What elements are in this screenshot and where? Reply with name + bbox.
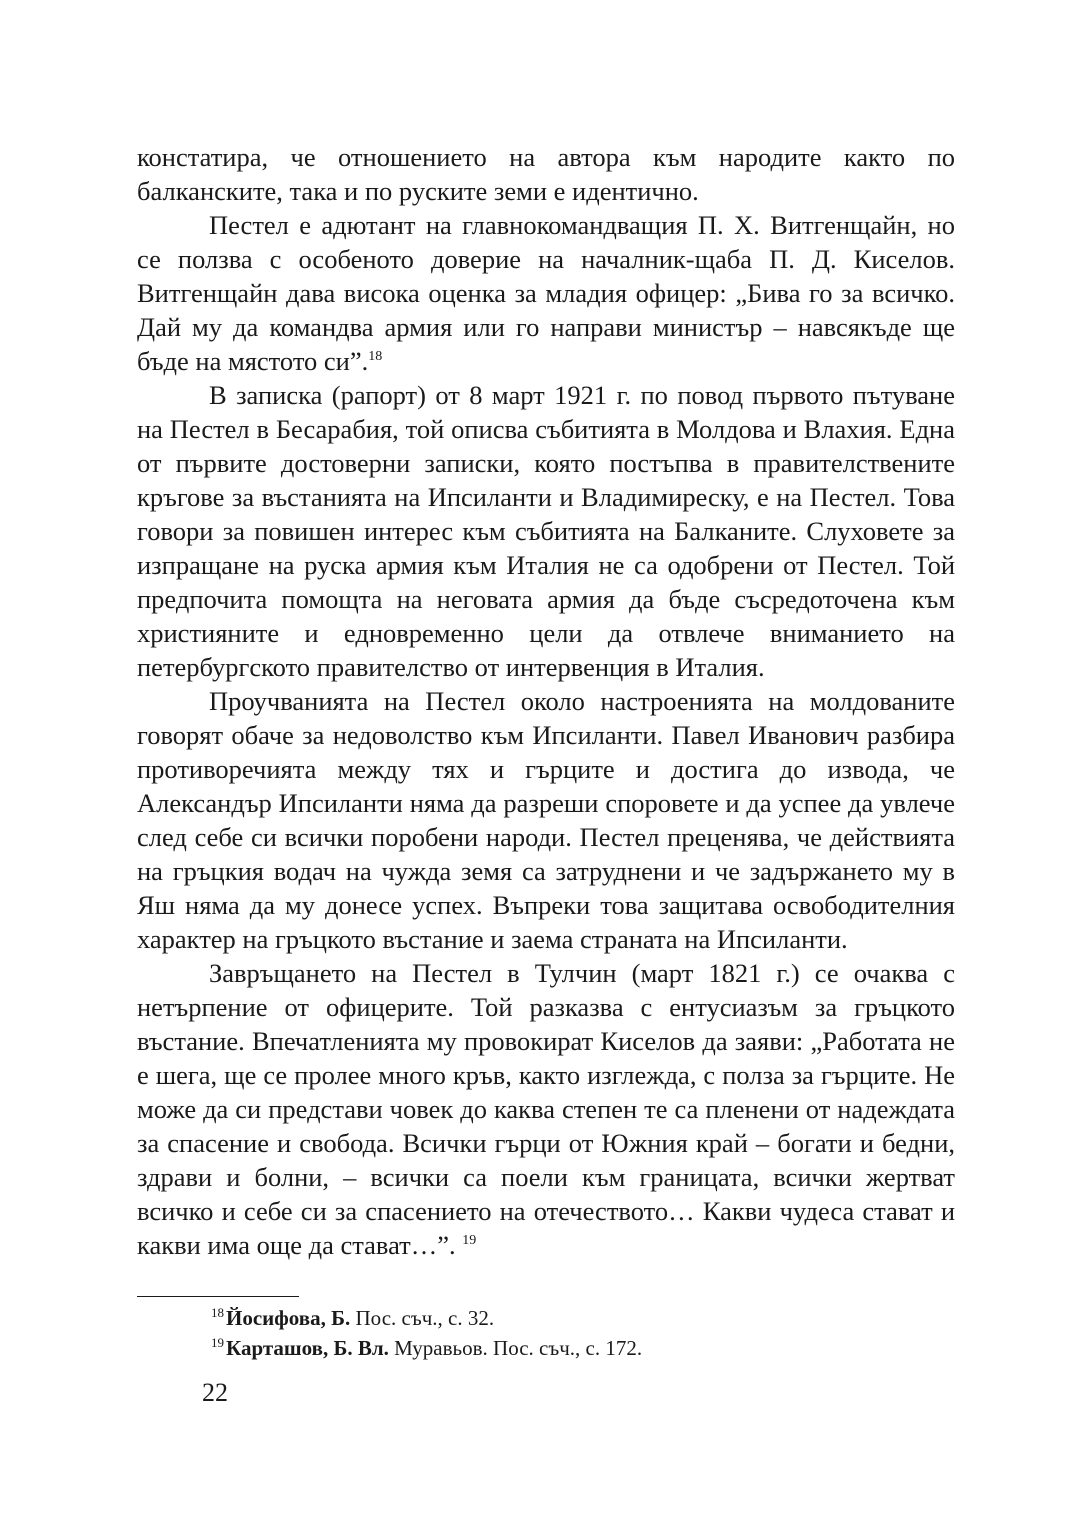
footnote-source: Пос. съч., с. 32. (350, 1306, 495, 1330)
paragraph-pestel-adjutant: Пестел е адютант на главнокомандващия П. Х. Витгенщайн, но се ползва с особеното доверие на началник-щаба П. Д. Киселов. Витгенщайн дава висока оценка за младия офицер: „Бива го за всичко. Дай му да командва армия или го направи министър – навсякъде ще бъде на мястото си”.$^{18}$ (137, 210, 955, 376)
footnote-author: Карташов, Б. Вл. (226, 1336, 389, 1360)
footnote-number: 19 (211, 1335, 224, 1350)
footnote-source: Муравьов. Пос. съч., с. 172. (388, 1336, 643, 1360)
footnote-18 (137, 1303, 955, 1333)
footnote-divider (137, 1296, 299, 1297)
paragraph-moldovans: Проучванията на Пестел около настроенията на молдованите говорят обаче за недоволство към Ипсиланти. Павел Иванович разбира противоречията между тях и гърците и достига до извода, че Александър Ипсиланти няма да разреши споровете и да успее да увлече след себе си всички поробени народи. Пестел преценява, че действията на гръцкия водач на чужда земя са затруднени и че задържането му в Яш няма да му донесе успех. Въпреки това защитава освободителния характер на гръцкото въстание и заема страната на Ипсиланти. (137, 686, 955, 954)
paragraph-continuation: констатира, че отношението на автора към народите както по балканските, така и по руските земи е идентично. (137, 142, 955, 206)
footnote-19 (137, 1333, 955, 1363)
footnote-ref-18[interactable]: 18 (368, 349, 383, 365)
body-text (137, 140, 955, 1262)
footnote-ref-19[interactable]: 19 (462, 1233, 477, 1249)
footnote-number: 18 (211, 1305, 224, 1320)
footnote-author: Йосифова, Б. (226, 1306, 351, 1330)
paragraph-memo-bessarabia: В записка (рапорт) от 8 март 1921 г. по повод първото пътуване на Пестел в Бесарабия, той описва събитията в Молдова и Влахия. Една от първите достоверни записки, която постъпва в правителствените кръгове за въстанията на Ипсиланти и Владимиреску, е на Пестел. Това говори за повишен интерес към събитията на Балканите. Слуховете за изпращане на руска армия към Италия не са одобрени от Пестел. Той предпочита помощта на неговата армия да бъде съсредоточена към християните и едновременно цели да отвлече вниманието на петербургското правителство от интервенция в Италия. (137, 380, 955, 682)
paragraph-return-tulchin: Завръщането на Пестел в Тулчин (март 1821 г.) се очаква с нетърпение от офицерите. Той разказва с ентусиазъм за гръцкото въстание. Впечатленията му провокират Киселов да заяви: „Работата не е шега, ще се пролее много кръв, както изглежда, с полза за гърците. Не може да си представи човек до каква степен те са пленени от надеждата за спасение и свобода. Всички гърци от Южния край – богати и бедни, здрави и болни, – всички са поели към границата, всички жертват всичко и себе си за спасението на отечеството… Какви чудеса стават и какви има още да стават…”. $^{19}$ (137, 958, 955, 1260)
page-number: 22 (202, 1378, 228, 1407)
footnotes (137, 1296, 955, 1363)
